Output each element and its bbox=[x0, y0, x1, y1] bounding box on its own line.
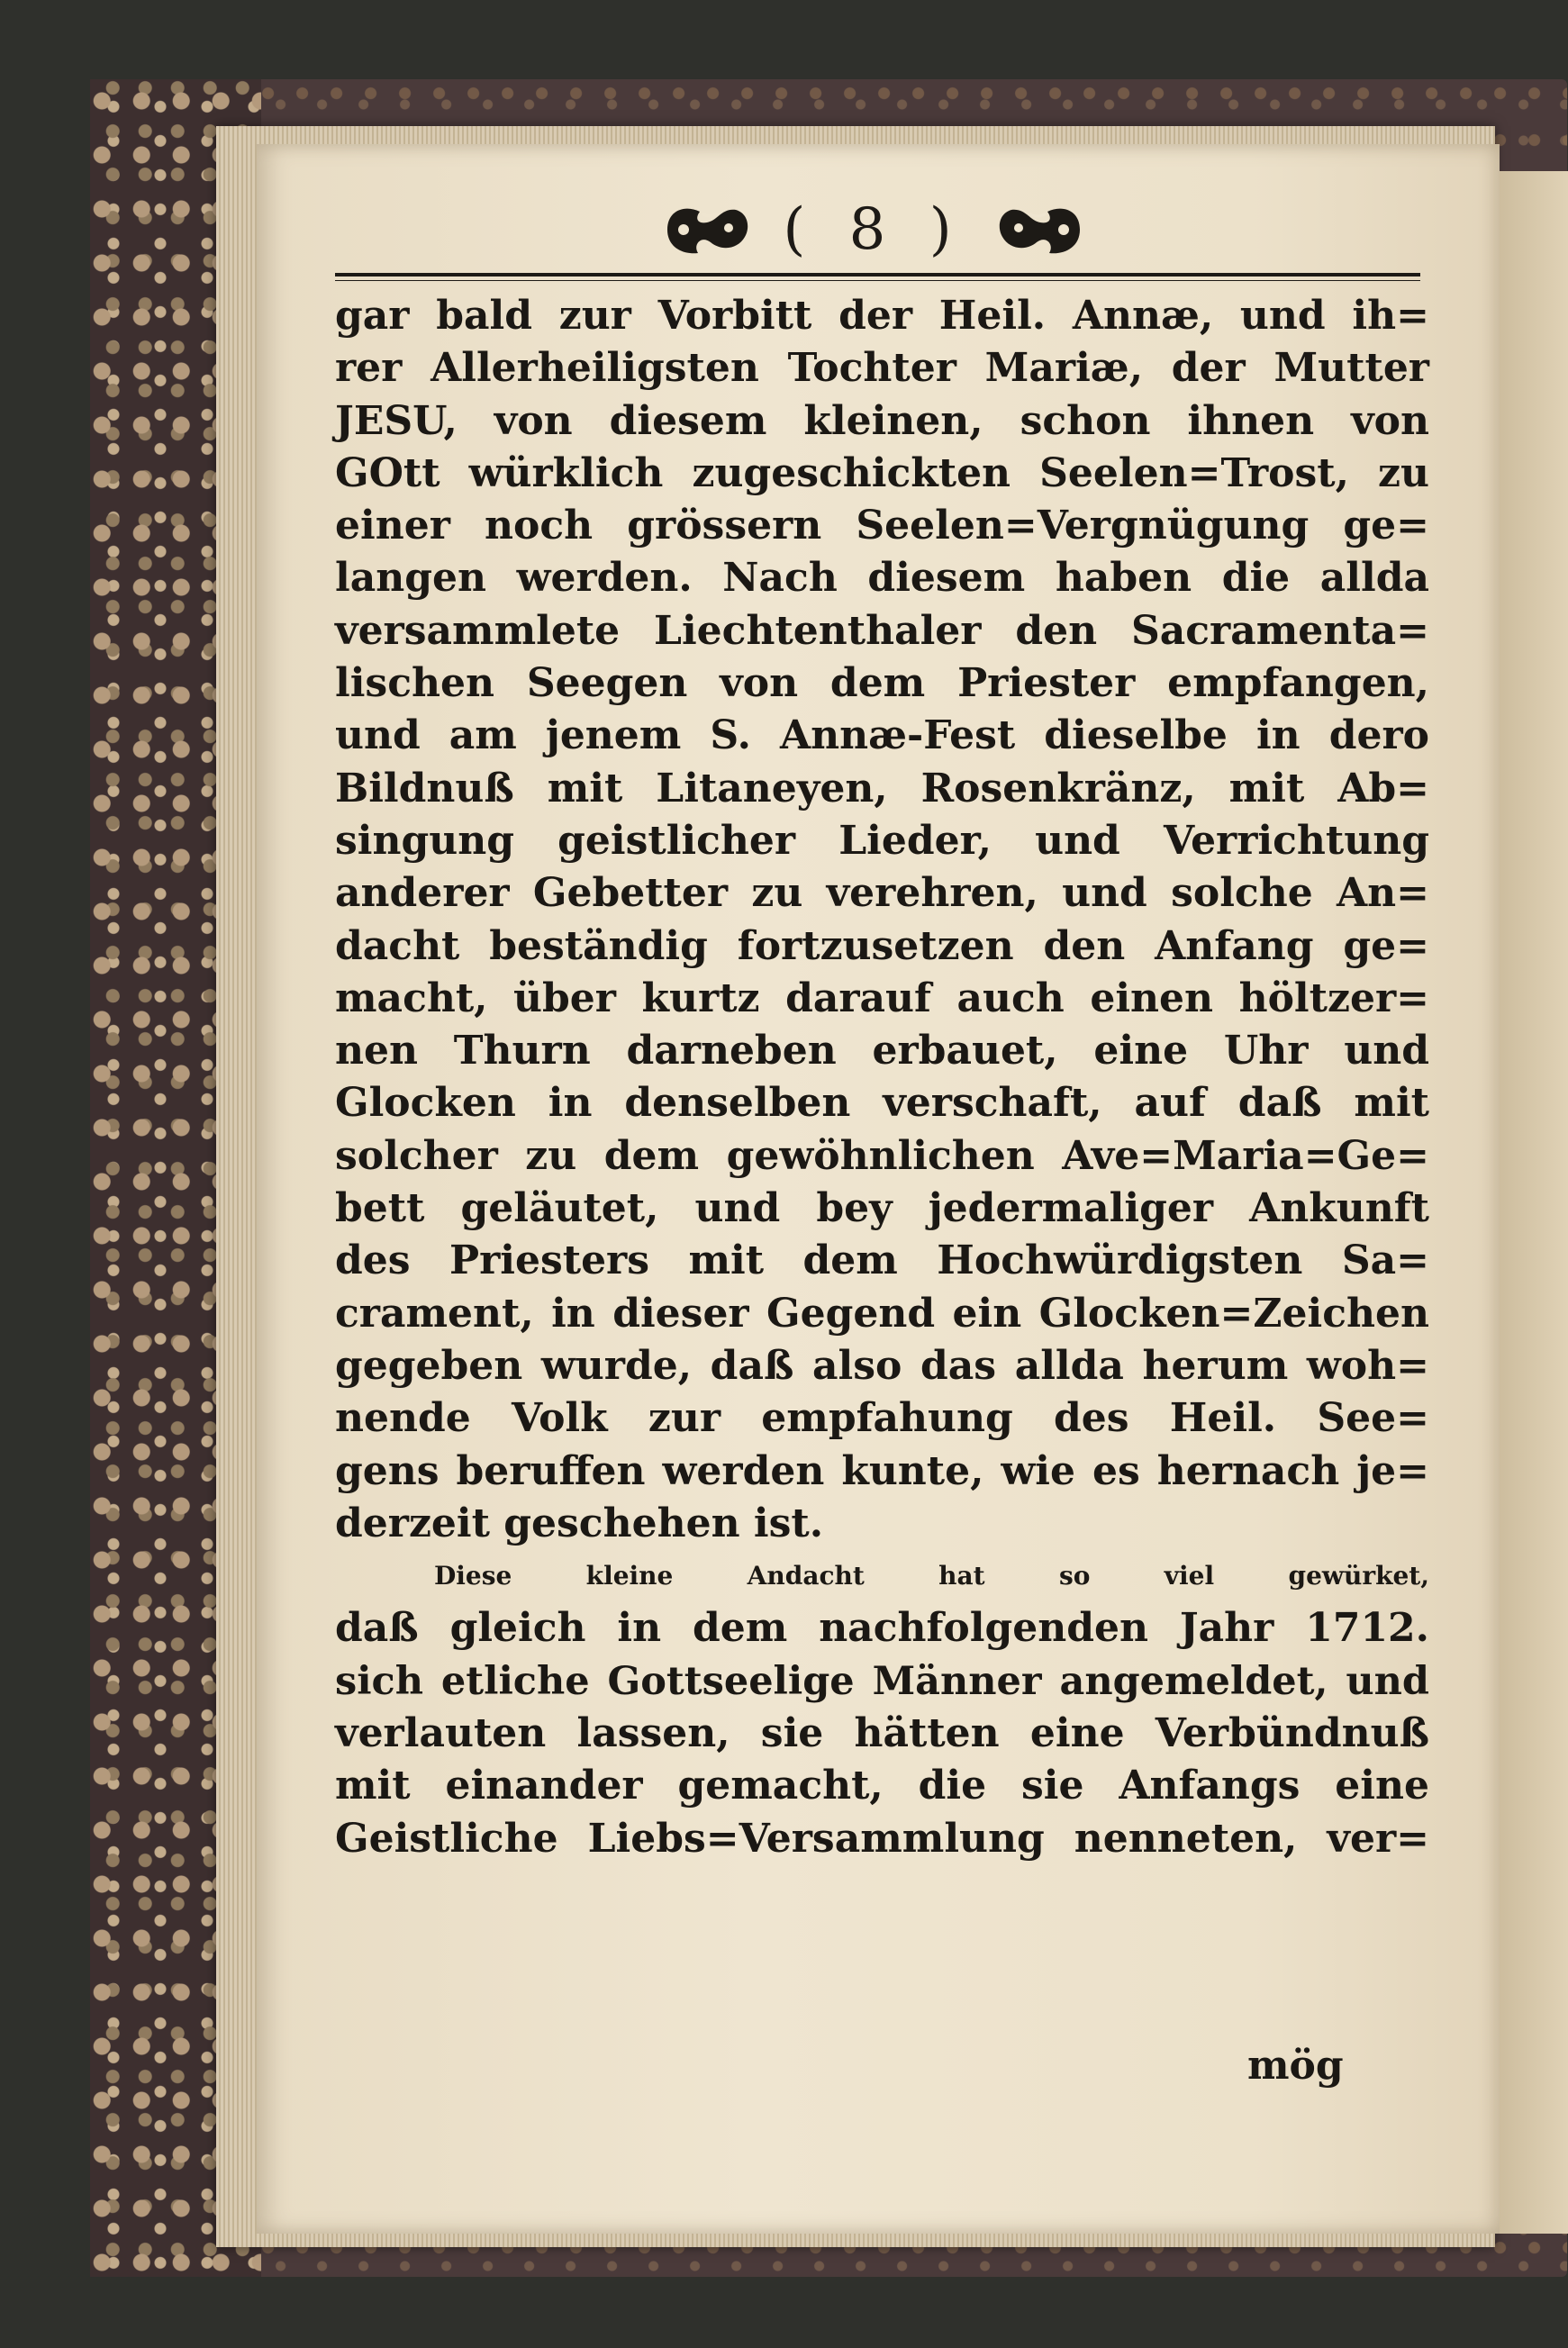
text-line: gar bald zur Vorbitt der Heil. Annæ, und ih= bbox=[335, 293, 1429, 339]
page-number: ( 8 ) bbox=[783, 196, 965, 263]
right-fleuron-icon bbox=[990, 197, 1089, 262]
text-line: nende Volk zur empfahung des Heil. See= bbox=[335, 1395, 1429, 1442]
text-line: versammlete Liechtenthaler den Sacramenta= bbox=[335, 607, 1429, 654]
text-line: des Priesters mit dem Hochwürdigsten Sa= bbox=[335, 1237, 1429, 1284]
text-line: gens beruffen werden kunte, wie es hernach je= bbox=[335, 1447, 1429, 1494]
text-line: Bildnuß mit Litaneyen, Rosenkränz, mit Ab= bbox=[335, 765, 1429, 811]
text-line: Diese kleine Andacht hat so viel gewürket, bbox=[434, 1561, 1429, 1591]
text-line: derzeit geschehen ist. bbox=[335, 1500, 824, 1546]
text-line: anderer Gebetter zu verehren, und solche An= bbox=[335, 870, 1429, 917]
text-line: verlauten lassen, sie hätten eine Verbündnuß bbox=[335, 1710, 1429, 1757]
text-line: gegeben wurde, daß also das allda herum woh= bbox=[335, 1342, 1429, 1389]
text-line: und am jenem S. Annæ-Fest dieselbe in dero bbox=[335, 712, 1429, 759]
header-rule-thin bbox=[335, 280, 1420, 281]
text-line: crament, in dieser Gegend ein Glocken=Zeichen bbox=[335, 1290, 1429, 1337]
text-line: langen werden. Nach diesem haben die allda bbox=[335, 555, 1429, 602]
text-line: nen Thurn darneben erbauet, eine Uhr und bbox=[335, 1028, 1429, 1074]
text-line: GOtt würklich zugeschickten Seelen=Trost, zu bbox=[335, 449, 1429, 496]
page-header bbox=[324, 185, 1423, 275]
text-line: rer Allerheiligsten Tochter Mariæ, der Mutter bbox=[335, 345, 1429, 392]
text-line: bett geläutet, und bey jedermaliger Ankunft bbox=[335, 1185, 1429, 1232]
text-line: einer noch grössern Seelen=Vergnügung ge= bbox=[335, 503, 1429, 549]
text-line: daß gleich in dem nachfolgenden Jahr 1712. bbox=[335, 1605, 1429, 1652]
text-line: Glocken in denselben verschaft, auf daß mit bbox=[335, 1080, 1429, 1127]
text-line: sich etliche Gottseelige Männer angemeldet, und bbox=[335, 1658, 1429, 1704]
text-line: macht, über kurtz darauf auch einen höltzer= bbox=[335, 975, 1429, 1021]
text-line: mit einander gemacht, die sie Anfangs eine bbox=[335, 1763, 1429, 1809]
text-line: Geistliche Liebs=Versammlung nenneten, ver= bbox=[335, 1815, 1429, 1862]
left-fleuron-icon bbox=[658, 197, 757, 262]
text-line: JESU, von diesem kleinen, schon ihnen von bbox=[335, 397, 1429, 444]
text-line: singung geistlicher Lieder, und Verrichtung bbox=[335, 817, 1429, 864]
text-line: dacht beständig fortzusetzen den Anfang ge= bbox=[335, 922, 1429, 969]
header-rule bbox=[335, 273, 1420, 277]
facing-page-edge bbox=[1500, 171, 1568, 2234]
catchword: mög bbox=[1247, 2043, 1344, 2089]
text-line: lischen Seegen von dem Priester empfangen, bbox=[335, 660, 1429, 707]
text-line: solcher zu dem gewöhnlichen Ave=Maria=Ge= bbox=[335, 1132, 1429, 1179]
body-text bbox=[335, 290, 1429, 1865]
